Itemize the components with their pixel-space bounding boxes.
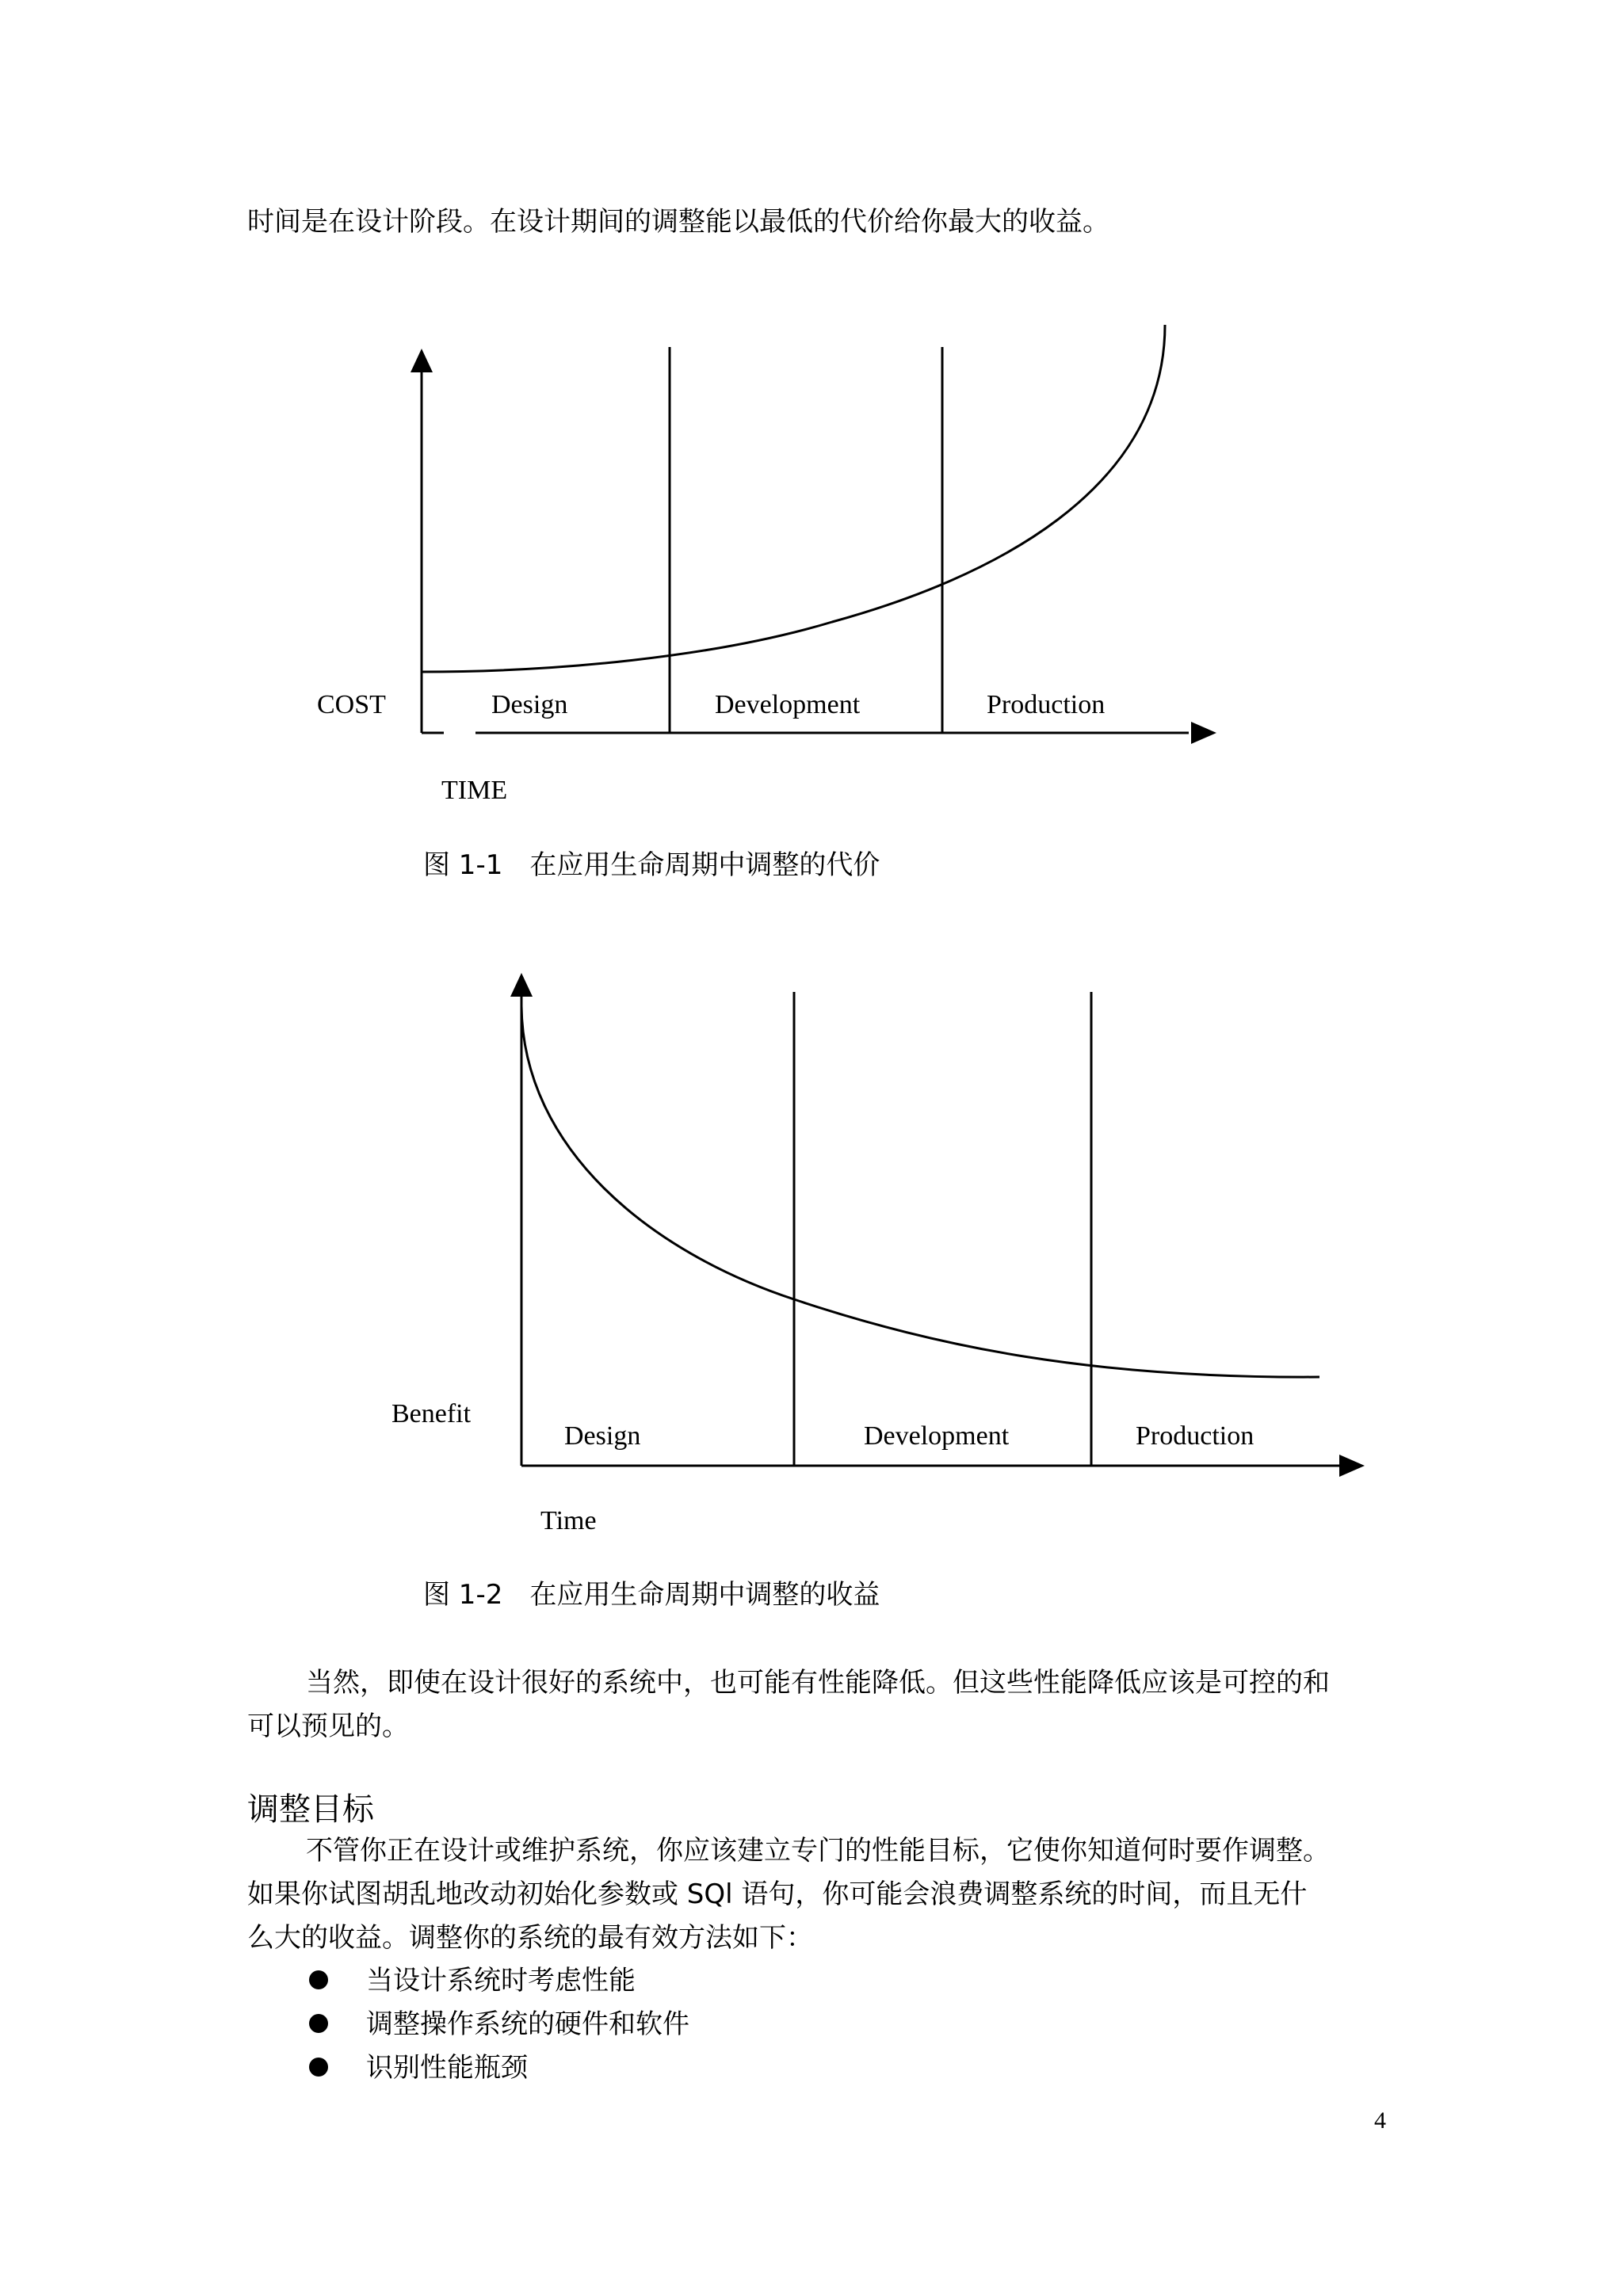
fig1-y-arrow bbox=[411, 349, 433, 372]
bullet-dot-icon bbox=[309, 2058, 328, 2077]
bullet-item-1 bbox=[366, 1958, 636, 2003]
fig2-phase-development: Development bbox=[864, 1421, 1010, 1451]
fig2-benefit-curve bbox=[521, 1006, 1319, 1377]
paragraph-3-line-1: 不管你正在设计或维护系统，你应该建立专门的性能目标，它使你知道何时要作调整。 bbox=[306, 1835, 1330, 1867]
bullet-item-3 bbox=[366, 2046, 528, 2090]
figure-1-caption: 图 1-1 在应用生命周期中调整的代价 bbox=[423, 849, 880, 881]
bullet-text: 当设计系统时考虑性能 bbox=[366, 1965, 636, 1997]
bullet-item-2 bbox=[366, 2002, 689, 2046]
bullet-text: 识别性能瓶颈 bbox=[366, 2052, 528, 2084]
fig1-phase-development: Development bbox=[715, 690, 861, 719]
fig1-cost-curve bbox=[422, 325, 1165, 672]
fig1-x-arrow bbox=[1191, 722, 1216, 744]
fig2-phase-production: Production bbox=[1136, 1421, 1254, 1451]
fig1-x-label: TIME bbox=[441, 776, 508, 805]
fig2-x-arrow bbox=[1339, 1455, 1365, 1477]
fig2-phase-design: Design bbox=[564, 1421, 641, 1451]
bullet-dot-icon bbox=[309, 1970, 328, 1989]
paragraph-2-line-1: 当然，即使在设计很好的系统中，也可能有性能降低。但这些性能降低应该是可控的和 bbox=[306, 1667, 1330, 1699]
bullet-text: 调整操作系统的硬件和软件 bbox=[366, 2008, 689, 2040]
paragraph-3-line-3: 么大的收益。调整你的系统的最有效方法如下： bbox=[247, 1922, 813, 1954]
fig1-phase-design: Design bbox=[491, 690, 568, 719]
paragraph-2-line-2: 可以预见的。 bbox=[247, 1711, 409, 1742]
fig2-y-label: Benefit bbox=[391, 1399, 472, 1428]
fig1-y-label: COST bbox=[317, 690, 386, 719]
fig1-phase-production: Production bbox=[987, 690, 1106, 719]
fig2-y-arrow bbox=[510, 973, 533, 997]
section-heading: 调整目标 bbox=[247, 1791, 374, 1828]
paragraph-3-line-2: 如果你试图胡乱地改动初始化参数或 SQl 语句，你可能会浪费调整系统的时间，而且无什 bbox=[247, 1878, 1308, 1910]
intro-text: 时间是在设计阶段。在设计期间的调整能以最低的代价给你最大的收益。 bbox=[247, 206, 1109, 238]
figure-2-caption: 图 1-2 在应用生命周期中调整的收益 bbox=[423, 1579, 880, 1611]
page-number: 4 bbox=[1374, 2107, 1386, 2134]
bullet-dot-icon bbox=[309, 2014, 328, 2033]
fig2-x-label: Time bbox=[540, 1506, 597, 1535]
